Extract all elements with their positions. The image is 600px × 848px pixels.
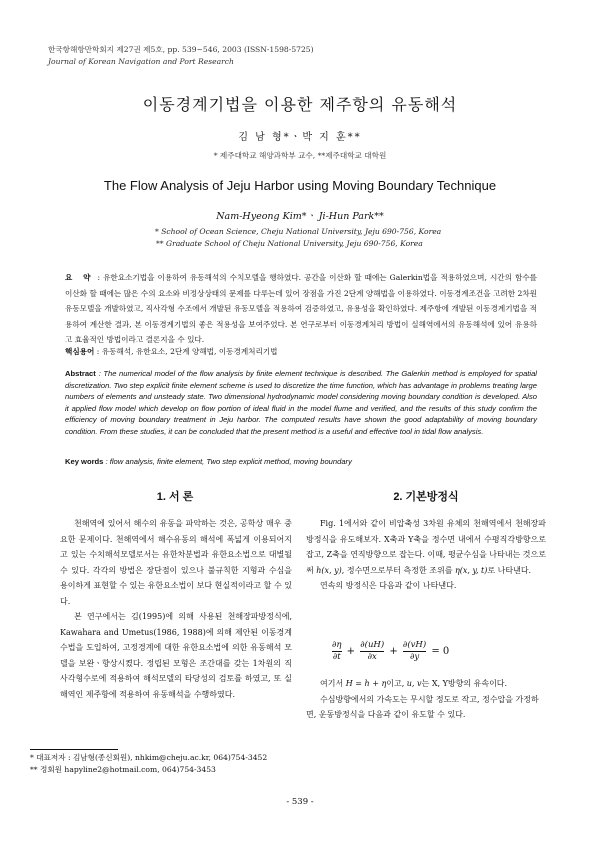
section-1-body bbox=[60, 516, 292, 702]
para1-part-b: , 정수면으로부터 측정한 조위를 bbox=[341, 565, 455, 575]
eq-term-2-num: ∂(uH) bbox=[360, 640, 385, 650]
para3-part-b: 이고, bbox=[386, 679, 407, 688]
eq-term-1-den: ∂t bbox=[332, 652, 341, 662]
section-1-paragraph: 본 연구에서는 김(1995)에 의해 사용된 천해장파방정식에, Kawahara and Umetus(1986, 1988)에 의해 제안된 이동경계 수법을 도입하여, 고정경계에 대한 유한요소법에 의한 유동해석 모델을 보완ㆍ향상시켰다. 정립된 모형은 조간대를 갖는 1차원의 직사각형수로에 적용하여 해석모델의 타당성의 검토를 하였고, 또 실해역인 제주항에 적용하여 유동해석을 수행하였다. bbox=[60, 612, 292, 699]
affiliation-en bbox=[155, 226, 441, 250]
section-2-body bbox=[306, 516, 546, 594]
page-number: - 539 - bbox=[286, 797, 314, 807]
section-2-paragraph bbox=[306, 516, 546, 578]
var-eta: η(x, y, t) bbox=[454, 565, 488, 575]
footnote-1: * 대표저자 : 김남형(종신회원), nhkim@cheju.ac.kr, 064)754-3452 bbox=[30, 753, 268, 762]
para1-part-c: 로 나타낸다. bbox=[487, 565, 532, 575]
eq-term-2-den: ∂x bbox=[367, 652, 377, 662]
footnote-2: ** 정회원 hapyline2@hotmail.com, 064)754-3453 bbox=[30, 765, 216, 774]
keywords-en bbox=[65, 457, 352, 466]
footnotes bbox=[30, 752, 267, 776]
authors-en: Nam-Hyeong Kim*ㆍ Ji-Hun Park** bbox=[216, 211, 384, 222]
continuity-equation: $\frac{\partial\eta}{\partial t}$ + $\frac{\partial(uH)}{\partial x}$ + $\frac{\partial(vH)}{\partial y}$ = 0 bbox=[332, 640, 450, 662]
para3-part-a: 여기서 bbox=[320, 679, 346, 688]
eq-term-2 bbox=[360, 640, 384, 663]
eq-term-1 bbox=[332, 640, 342, 663]
section-2-paragraph: 연속의 방정식은 다음과 같이 나타낸다. bbox=[320, 581, 457, 590]
footnote-divider bbox=[30, 749, 118, 750]
journal-citation-ko: 한국항해항만학회지 제27권 제5호, pp. 539~546, 2003 (ISSN-1598-5725) bbox=[48, 45, 314, 54]
section-2-heading: 2. 기본방정식 bbox=[393, 491, 459, 503]
para1-part-a: Fig. 1에서와 같이 비압축성 3차원 유체의 천해역에서 천해장파방정식을 유도해보자. X축과 Y축을 정수면 내에서 수평직각방향으로 잡고, Z축을 연직방향으로 잡는다. 이때, 평균수심을 나타내는 것으로써 bbox=[306, 519, 546, 575]
journal-name-en: Journal of Korean Navigation and Port Research bbox=[48, 57, 234, 66]
paper-title-ko: 이동경계기법을 이용한 제주항의 유동해석 bbox=[142, 95, 458, 114]
keywords-en-text: : flow analysis, finite element, Two step explicit method, moving boundary bbox=[105, 457, 352, 466]
affiliation-en-2: ** Graduate School of Cheju National University, Jeju 690-756, Korea bbox=[156, 239, 423, 248]
section-2-body-continued bbox=[306, 676, 546, 723]
para3-part-c: 는 X, Y방향의 유속이다. bbox=[421, 679, 508, 688]
var-uv: u, v bbox=[406, 679, 422, 688]
eq-term-3 bbox=[403, 640, 426, 663]
var-h: h(x, y) bbox=[316, 565, 342, 575]
authors-ko: 김 남 형*ㆍ박 지 훈** bbox=[238, 132, 362, 143]
section-1-paragraph: 천해역에 있어서 해수의 유동을 파악하는 것은, 공학상 매우 중요한 문제이다. 천해역에서 해수유동의 해석에 폭넓게 이용되어지고 있는 수치해석모델로서는 유한차분법과 유한요소법으로 대별될 수 있다. 각각의 방법은 장단점이 있으나 불규칙한 지형과 수심을 용이하게 표현할 수 있는 유한요소법이 보다 현실적이라고 할 수 있다. bbox=[60, 519, 292, 606]
affiliation-ko: * 제주대학교 해양과학부 교수, **제주대학교 대학원 bbox=[213, 151, 387, 160]
affiliation-en-1: * School of Ocean Science, Cheju National University, Jeju 690-756, Korea bbox=[155, 227, 442, 236]
paper-title-en: The Flow Analysis of Jeju Harbor using Moving Boundary Technique bbox=[103, 178, 497, 193]
abstract-text: : The numerical model of the flow analysis by finite element technique is described. The Galerkin method is employed for spatial discretization. Two step explicit finite element scheme is used to discretize the time function, which has advantage in problems treating large numbers of elements and unsteady state. Two dimensional hydrodynamic model considering moving boundary condition is developed. Also it applied flow model which develop on flow portion of ideal fluid in the model flume and verified, and the results of this study confirm the efficiency of moving boundary treatment in Jeju harbor. The computed results have shown the good adaptability of moving boundary condition. From these studies, it can be concluded that the present method is a useful and effective tool in tidal flow analysis. bbox=[65, 369, 537, 436]
abstract-en bbox=[65, 368, 537, 438]
section-2-paragraph bbox=[306, 676, 546, 692]
abstract-label: Abstract bbox=[65, 369, 96, 378]
keywords-ko-text: : 유동해석, 유한요소, 2단계 양해법, 이동경계처리기법 bbox=[96, 347, 278, 356]
keywords-ko-label: 핵심용어 bbox=[65, 347, 95, 356]
keywords-ko bbox=[65, 346, 278, 357]
eq-term-1-num: ∂η bbox=[332, 640, 342, 650]
section-1-heading: 1. 서 론 bbox=[156, 491, 194, 503]
var-H: H = h + η bbox=[345, 679, 387, 688]
keywords-en-label: Key words bbox=[65, 457, 104, 466]
section-2-paragraph: 수심방향에서의 가속도는 무시할 정도로 작고, 정수압을 가정하면, 운동방정식을 다음과 같이 유도할 수 있다. bbox=[306, 694, 539, 719]
summary-text: : 유한요소기법을 이용하여 유동해석의 수치모델을 행하였다. 공간을 이산화 할 때에는 Galerkin법을 적용하였으며, 시간의 함수를 이산화 할 때에는 많은 수의 요소와 비정상상태의 문제를 다루는데 있어 장점을 가진 2단계 양해법을 이용하였다. 이동경계조건을 고려한 2차원 유동모델을 개발하였고, 직사각형 수조에서 개발된 유동모델을 적용하여 검증하였고, 유용성을 확인하였다. 제주항에 개발된 이동경계기법을 적용하여 계산한 결과, 본 이동경계기법의 좋은 적용성을 보여주었다. 본 연구로부터 이동경계처리 방법이 실해역에서의 유동해석에 있어 유용하고 효율적인 방법이라고 결론지을 수 있다. bbox=[65, 273, 538, 345]
summary-label: 요 약 bbox=[65, 273, 95, 282]
summary-ko bbox=[65, 270, 537, 348]
journal-header bbox=[48, 44, 314, 68]
eq-rhs: = 0 bbox=[431, 646, 450, 657]
eq-term-3-num: ∂(vH) bbox=[402, 640, 427, 650]
eq-term-3-den: ∂y bbox=[409, 652, 420, 662]
